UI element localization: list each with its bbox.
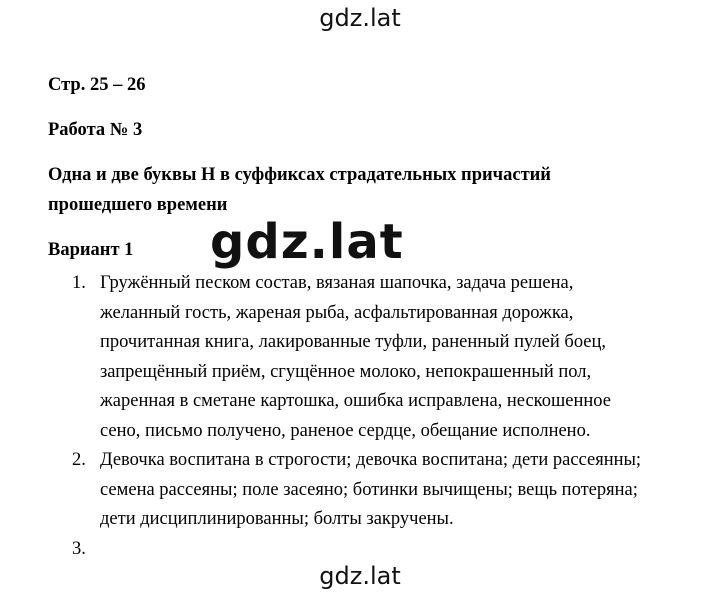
item-line: Гружённый песком состав, вязаная шапочка, задача решена, bbox=[100, 273, 574, 293]
item-line: прочитанная книга, лакированные туфли, раненный пулей боец, bbox=[100, 332, 607, 352]
answer-list bbox=[48, 269, 688, 564]
page-reference: Стр. 25 – 26 bbox=[48, 75, 146, 95]
item-number: 2. bbox=[72, 450, 86, 470]
topic-line-2: прошедшего времени bbox=[48, 195, 228, 215]
document-body bbox=[48, 70, 688, 564]
item-number: 1. bbox=[72, 273, 86, 293]
item-line: дети дисциплинированны; болты закручены. bbox=[100, 509, 454, 529]
watermark-top: gdz.lat bbox=[319, 4, 401, 32]
variant-heading: Вариант 1 bbox=[48, 240, 134, 260]
work-title: Работа № 3 bbox=[48, 120, 143, 140]
item-number: 3. bbox=[72, 538, 86, 559]
item-line-empty bbox=[100, 535, 688, 565]
watermark-bottom: gdz.lat bbox=[319, 562, 401, 590]
item-line: сено, письмо получено, раненое сердце, обещание исполнено. bbox=[100, 420, 591, 441]
item-line: желанный гость, жареная рыба, асфальтированная дорожка, bbox=[100, 302, 574, 323]
answer-item-1 bbox=[48, 269, 688, 446]
item-line: семена рассеяны; поле засеяно; ботинки вычищены; вещь потеряна; bbox=[100, 479, 638, 500]
watermark-middle: gdz.lat bbox=[210, 214, 404, 270]
item-line: жаренная в сметане картошка, ошибка исправлена, нескошенное bbox=[100, 391, 611, 411]
topic-line-1: Одна и две буквы Н в суффиксах страдательных причастий bbox=[48, 165, 551, 185]
item-line: Девочка воспитана в строгости; девочка воспитана; дети рассеянны; bbox=[100, 450, 642, 470]
item-line: запрещённый приём, сгущённое молоко, непокрашенный пол, bbox=[100, 361, 592, 382]
answer-item-3 bbox=[48, 535, 688, 565]
answer-item-2 bbox=[48, 446, 688, 535]
topic-heading bbox=[48, 160, 688, 220]
